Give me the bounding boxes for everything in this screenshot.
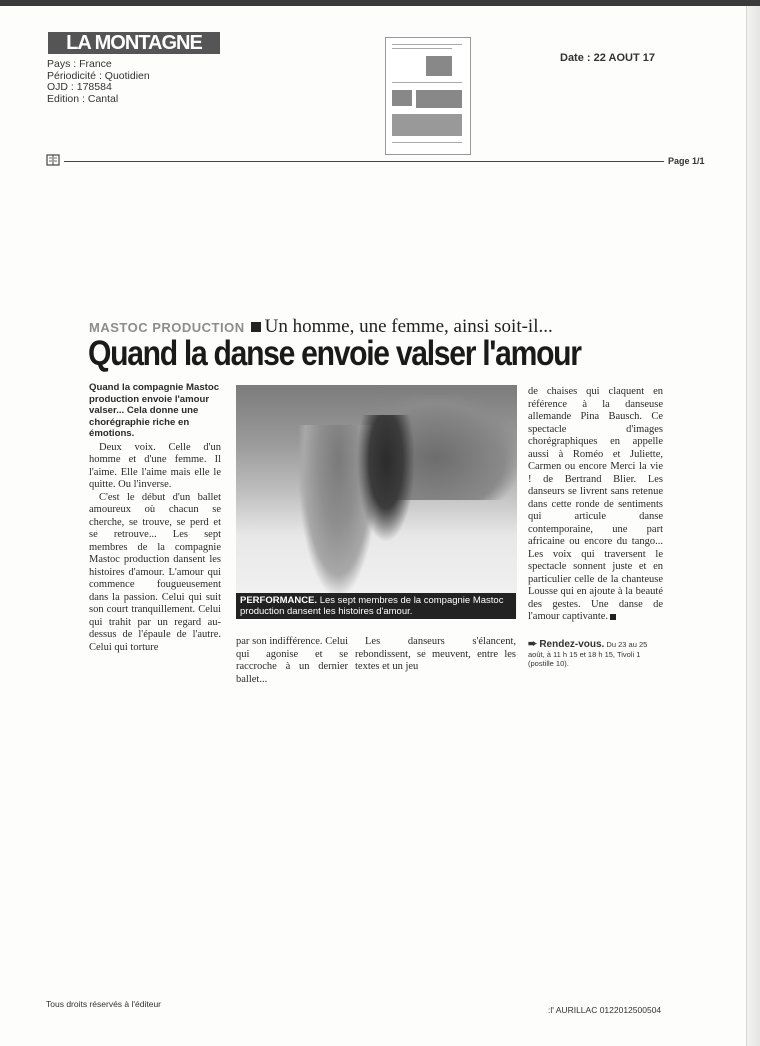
scan-top-border	[0, 0, 760, 6]
paragraph: Les danseurs s'élancent, rebondissent, se meuvent, entre les textes et un jeu	[355, 636, 516, 672]
paragraph: Deux voix. Celle d'un homme et d'une femme. Il l'aime. Elle l'aime mais elle le quitte. Ou l'inverse.	[89, 441, 221, 490]
meta-frequency: Périodicité : Quotidien	[47, 69, 150, 82]
meta-ojd: OJD : 178584	[47, 81, 112, 93]
page-number: Page 1/1	[668, 156, 705, 166]
paragraph: C'est le début d'un ballet amoureux où chacun se cherche, se trouve, se perd et se retrouve... Les sept membres de la compagnie Mastoc production dansent les histoires d'amour. L'amour qui commence fougueusement dans la passion. Celui qui suit son court tranquillement. Celui qui trahit par un regard au-dessus de l'épaule de l'autre. Celui qui torture	[89, 491, 221, 653]
arrow-right-icon: ➨	[528, 638, 538, 650]
end-square-icon	[610, 614, 616, 620]
rdv-text: Du 23 au 25 août, à 11 h 15 et 18 h 15, Tivoli 1 (postille 10).	[528, 640, 648, 668]
paragraph: par son indifférence. Celui qui agonise et se raccroche à un dernier ballet...	[236, 636, 348, 685]
page-thumbnail	[385, 37, 471, 155]
article-headline: Quand la danse envoie valser l'amour	[88, 334, 581, 373]
article-lead: Quand la compagnie Mastoc production envoie l'amour valser... Cela donne une chorégraphie riche en émotions.	[89, 382, 220, 439]
header-rule	[64, 161, 664, 162]
kicker-title: Un homme, une femme, ainsi soit-il...	[264, 316, 553, 337]
caption-text: Les sept membres de la compagnie Mastoc production dansent les histoires d'amour.	[240, 595, 504, 617]
meta-country: Pays : France	[47, 58, 112, 70]
scan-right-edge	[746, 6, 760, 1046]
photo-caption	[236, 593, 516, 619]
article-column-1	[89, 382, 221, 654]
article-column-3	[355, 636, 516, 674]
footer-code: :l' AURILLAC 0122012500504	[548, 1005, 662, 1015]
rdv-label: Rendez-vous.	[539, 639, 605, 650]
kicker-source: MASTOC PRODUCTION	[89, 320, 245, 335]
article-column-4	[528, 386, 663, 624]
caption-label: PERFORMANCE.	[240, 595, 318, 606]
article-column-2	[236, 636, 348, 686]
publication-meta	[47, 59, 150, 105]
square-bullet-icon	[251, 322, 261, 332]
newspaper-logo: LA MONTAGNE	[48, 32, 220, 54]
rendez-vous-box	[528, 640, 663, 669]
article-photo	[236, 385, 517, 618]
paragraph: de chaises qui claquent en référence à la danseuse allemande Pina Bausch. Ce spectacle d'images chorégraphiques en appelle aussi à Roméo et Juliette, Carmen ou encore Merci la vie ! de Bertrand Blier. Les danseurs se livrent sans retenue dans cette ronde de sentiments qui articule danse contemporaine, une part africaine ou encore du tango... Les voix qui traversent le spectacle sonnent juste et en particulier celle de la chanteuse Lousse qui en ajoute à la beauté des gestes. Une danse de l'amour captivante.	[528, 386, 663, 622]
footer-rights: Tous droits réservés à l'éditeur	[46, 999, 162, 1009]
meta-edition: Edition : Cantal	[47, 92, 119, 105]
book-icon	[46, 154, 60, 166]
issue-date: Date : 22 AOUT 17	[560, 52, 655, 64]
